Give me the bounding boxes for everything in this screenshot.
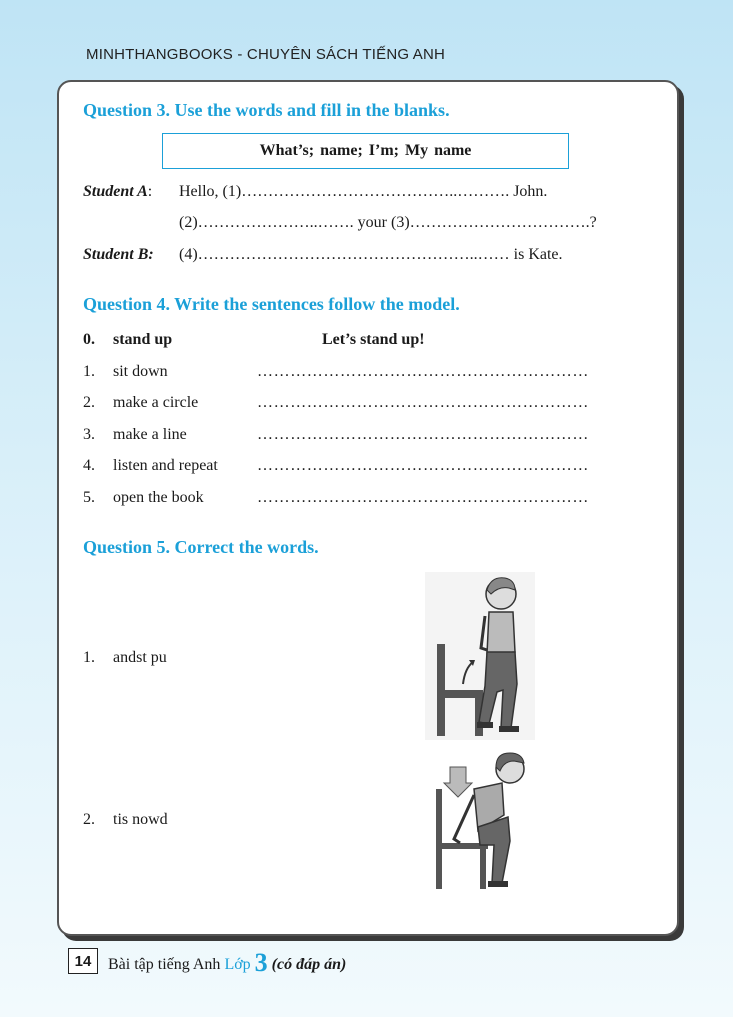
item-number: 1. bbox=[83, 649, 95, 666]
item-number: 2. bbox=[83, 394, 95, 411]
dialogue-text-1: Hello, (1)…………………………………..………. John. bbox=[179, 183, 548, 200]
model-answer: Let’s stand up! bbox=[322, 331, 425, 348]
dialogue-text-3: (4)……………………………………………..…… is Kate. bbox=[179, 246, 563, 263]
item-number: 4. bbox=[83, 457, 95, 474]
sit-down-illustration bbox=[430, 745, 540, 895]
book-header: MINHTHANGBOOKS - CHUYÊN SÁCH TIẾNG ANH bbox=[86, 46, 446, 63]
dialogue-text-2: (2)…………………..……. your (3)…………………………….? bbox=[179, 214, 597, 231]
dialogue-line-1 bbox=[83, 183, 152, 201]
item-phrase: sit down bbox=[113, 363, 168, 380]
speaker-separator: : bbox=[147, 183, 153, 200]
page-footer bbox=[68, 946, 346, 976]
scrambled-word: tis nowd bbox=[113, 811, 168, 828]
item-phrase: listen and repeat bbox=[113, 457, 218, 474]
question-3-title: Question 3. Use the words and fill in the blanks. bbox=[83, 100, 450, 120]
scrambled-word: andst pu bbox=[113, 649, 167, 666]
grade-number: 3 bbox=[254, 948, 268, 977]
item-number: 5. bbox=[83, 489, 95, 506]
answer-blank: …………………………………………………… bbox=[257, 394, 589, 411]
page-number: 14 bbox=[68, 948, 98, 974]
model-phrase: stand up bbox=[113, 331, 173, 348]
answer-note: (có đáp án) bbox=[271, 956, 347, 973]
answer-blank: …………………………………………………… bbox=[257, 363, 589, 380]
model-number: 0. bbox=[83, 331, 95, 348]
item-phrase: open the book bbox=[113, 489, 204, 506]
speaker-label-b: Student B: bbox=[83, 246, 154, 263]
stand-up-illustration bbox=[425, 572, 535, 740]
book-title: Bài tập tiếng Anh bbox=[108, 956, 221, 973]
answer-blank: …………………………………………………… bbox=[257, 489, 589, 506]
answer-blank: …………………………………………………… bbox=[257, 457, 589, 474]
question-4-title: Question 4. Write the sentences follow the model. bbox=[83, 294, 460, 314]
item-phrase: make a circle bbox=[113, 394, 199, 411]
word-bank-box: What’s; name; I’m; My name bbox=[162, 133, 569, 169]
answer-blank: …………………………………………………… bbox=[257, 426, 589, 443]
item-phrase: make a line bbox=[113, 426, 187, 443]
question-5-title: Question 5. Correct the words. bbox=[83, 537, 319, 557]
speaker-label: Student A bbox=[83, 183, 148, 200]
worksheet-card bbox=[57, 80, 679, 936]
grade-label: Lớp bbox=[224, 956, 251, 973]
item-number: 1. bbox=[83, 363, 95, 380]
item-number: 2. bbox=[83, 811, 95, 828]
footer-title bbox=[108, 946, 346, 976]
item-number: 3. bbox=[83, 426, 95, 443]
